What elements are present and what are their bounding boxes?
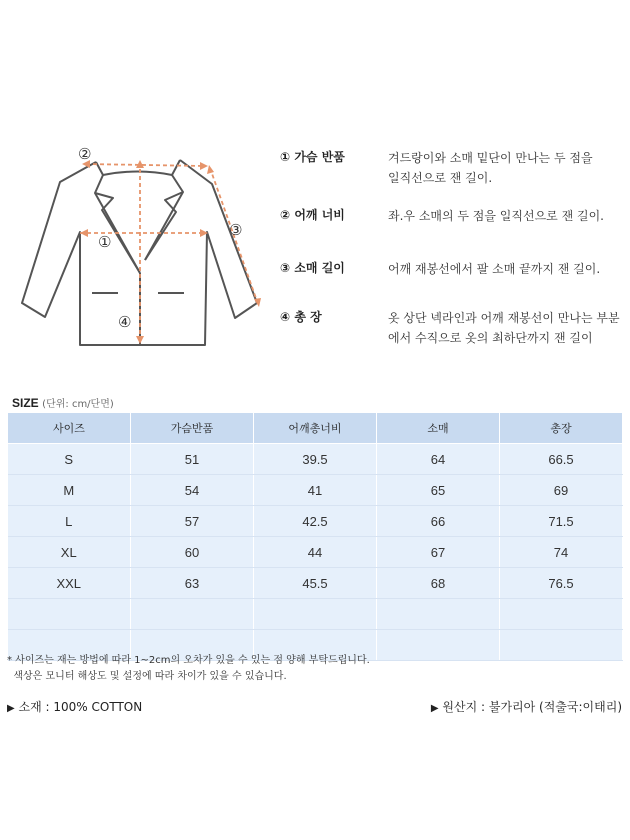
table-cell: 74 bbox=[500, 537, 623, 568]
table-cell: XL bbox=[8, 537, 131, 568]
jacket-right-lapel bbox=[145, 160, 183, 260]
table-cell: 45.5 bbox=[254, 568, 377, 599]
jacket-left-lapel bbox=[95, 162, 140, 273]
origin-text: 원산지 : 불가리아 (적출국:이태리) bbox=[442, 700, 622, 714]
size-table bbox=[7, 412, 623, 661]
marker-4: ④ bbox=[118, 313, 132, 331]
header-size: 사이즈 bbox=[8, 413, 131, 444]
table-cell: 44 bbox=[254, 537, 377, 568]
table-cell: 67 bbox=[377, 537, 500, 568]
material-text: 소재 : 100% COTTON bbox=[18, 700, 143, 714]
shoulder-right-arrow bbox=[200, 162, 208, 170]
marker-1: ① bbox=[98, 233, 112, 251]
origin-info bbox=[431, 698, 622, 715]
table-cell bbox=[500, 599, 623, 630]
table-cell: 42.5 bbox=[254, 506, 377, 537]
table-cell: 64 bbox=[377, 444, 500, 475]
header-chest: 가슴반품 bbox=[131, 413, 254, 444]
header-sleeve: 소매 bbox=[377, 413, 500, 444]
jacket-collar bbox=[103, 172, 172, 176]
table-cell: 57 bbox=[131, 506, 254, 537]
table-cell: 68 bbox=[377, 568, 500, 599]
length-bottom-arrow bbox=[136, 336, 144, 344]
table-row bbox=[8, 506, 623, 537]
table-cell: L bbox=[8, 506, 131, 537]
table-cell: M bbox=[8, 475, 131, 506]
table-cell bbox=[254, 599, 377, 630]
table-row bbox=[8, 537, 623, 568]
size-unit: (단위: cm/단면) bbox=[42, 399, 114, 410]
legend-description: 겨드랑이와 소매 밑단이 만나는 두 점을 일직선으로 잰 길이. bbox=[388, 151, 593, 185]
sleeve-bottom-arrow bbox=[254, 298, 261, 307]
table-cell: 66.5 bbox=[500, 444, 623, 475]
note-line: * 사이즈는 재는 방법에 따라 1~2cm의 오차가 있을 수 있는 점 양해 부탁드립니다. bbox=[7, 655, 370, 666]
table-cell: S bbox=[8, 444, 131, 475]
marker-3: ③ bbox=[229, 221, 243, 239]
legend-label: ① 가슴 반품 bbox=[280, 150, 345, 164]
legend-label: ③ 소매 길이 bbox=[280, 261, 345, 275]
table-row bbox=[8, 599, 623, 630]
table-cell: 69 bbox=[500, 475, 623, 506]
table-row bbox=[8, 568, 623, 599]
material-info bbox=[7, 698, 142, 715]
chest-left-arrow bbox=[80, 229, 88, 237]
size-section-title: SIZE (단위: cm/단면) bbox=[12, 396, 114, 410]
triangle-bullet-icon: ▶ bbox=[430, 703, 439, 714]
table-cell bbox=[131, 599, 254, 630]
table-cell: XXL bbox=[8, 568, 131, 599]
legend-description: 좌.우 소매의 두 점을 일직선으로 잰 길이. bbox=[388, 209, 604, 223]
marker-2: ② bbox=[78, 145, 92, 163]
table-cell: 39.5 bbox=[254, 444, 377, 475]
table-cell: 63 bbox=[131, 568, 254, 599]
header-length: 총장 bbox=[500, 413, 623, 444]
triangle-bullet-icon: ▶ bbox=[7, 703, 15, 714]
header-shoulder: 어깨총너비 bbox=[254, 413, 377, 444]
table-cell: 65 bbox=[377, 475, 500, 506]
table-cell: 51 bbox=[131, 444, 254, 475]
legend-label: ② 어깨 너비 bbox=[280, 208, 345, 222]
table-cell: 66 bbox=[377, 506, 500, 537]
legend-description: 옷 상단 넥라인과 어깨 재봉선이 만나는 부분 에서 수직으로 옷의 최하단까지 잰 길이 bbox=[388, 311, 620, 345]
table-cell bbox=[377, 599, 500, 630]
table-cell: 76.5 bbox=[500, 568, 623, 599]
table-cell bbox=[500, 630, 623, 661]
legend-label: ④ 총 장 bbox=[280, 310, 322, 324]
legend-description: 어깨 재봉선에서 팔 소매 끝까지 잰 길이. bbox=[388, 262, 601, 276]
table-cell: 71.5 bbox=[500, 506, 623, 537]
table-cell: 60 bbox=[131, 537, 254, 568]
table-cell: 54 bbox=[131, 475, 254, 506]
table-row bbox=[8, 475, 623, 506]
table-cell bbox=[8, 599, 131, 630]
table-cell: 41 bbox=[254, 475, 377, 506]
size-table-header bbox=[8, 413, 623, 444]
table-row bbox=[8, 444, 623, 475]
jacket-measurement-diagram bbox=[0, 120, 270, 350]
table-cell bbox=[377, 630, 500, 661]
sleeve-top-arrow bbox=[207, 165, 214, 174]
note-line: 색상은 모니터 해상도 및 설정에 따라 차이가 있을 수 있습니다. bbox=[7, 671, 287, 682]
size-notes bbox=[7, 653, 370, 685]
